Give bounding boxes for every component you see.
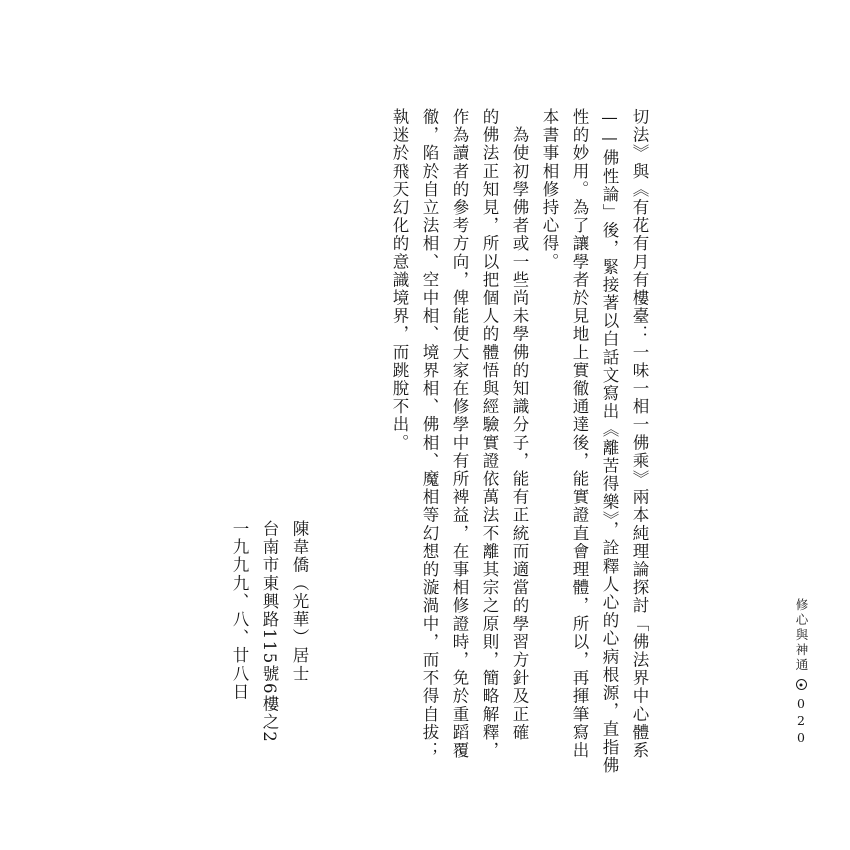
text-column: 本書事相修持心得。 xyxy=(540,108,559,271)
text-column: 徹，陷於自立法相、空中相、境界相、佛相、魔相等幻想的漩渦中，而不得自拔； xyxy=(420,108,439,760)
text-column: ——佛性論」後，緊接著以白話文寫出《離苦得樂》，詮釋人心的心病根源，直指佛 xyxy=(600,108,619,775)
signature-date: 一九九九、八、廿八日 xyxy=(230,520,249,701)
body-text-block xyxy=(384,108,654,798)
text-column: 作為讀者的參考方向，俾能使大家在修學中有所裨益，在事相修證時，免於重蹈覆 xyxy=(450,108,469,760)
running-header-title: 修心與神通 xyxy=(794,598,809,673)
text-column: 切法》與《有花有月有樓臺：一味一相一佛乘》兩本純理論探討「佛法界中心體系 xyxy=(630,108,649,760)
signature-block xyxy=(224,520,314,743)
text-column: 性的妙用。為了讓學者於見地上實徹通達後，能實證直會理體，所以，再揮筆寫出 xyxy=(570,108,589,760)
text-column: 為使初學佛者或一些尚未學佛的知識分子，能有正統而適當的學習方針及正確 xyxy=(510,108,529,742)
signature-author: 陳韋僑（光華）居士 xyxy=(290,520,309,683)
circle-dot-icon xyxy=(796,679,807,690)
signature-address: 台南市東興路115號6樓之2 xyxy=(260,520,279,744)
page-number: 020 xyxy=(793,696,809,747)
text-column: 執迷於飛天幻化的意識境界，而跳脫不出。 xyxy=(390,108,409,452)
text-column: 的佛法正知見，所以把個人的體悟與經驗實證依萬法不離其宗之原則，簡略解釋， xyxy=(480,108,499,760)
running-header xyxy=(792,598,810,747)
